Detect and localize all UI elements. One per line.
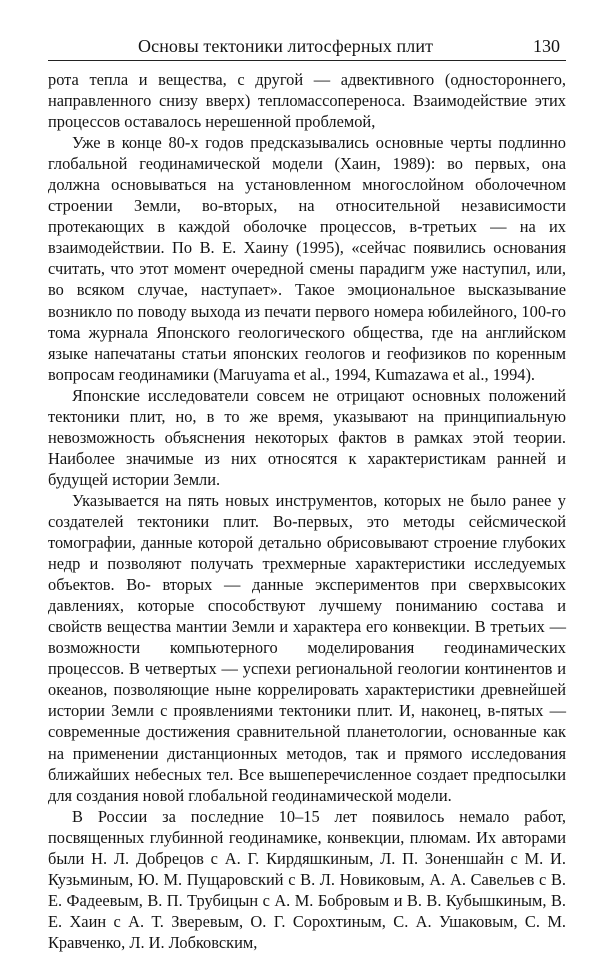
paragraph: В России за последние 10–15 лет появилось немало работ, посвященных глубинной геодинамике, конвекции, плюмам. Их авторами были Н. Л. Добрецов с А. Г. Кирдяшкиным, Л. П. Зоненшайн с М. И. Кузьминым, Ю. М. Пущаровский с В. Л. Новиковым, А. А. Савельев с В. Е. Фадеевым, В. П. Трубицын с А. М. Бобровым и В. В. Кубышкиным, В. Е. Хаин с А. Т. Зверевым, О. Г. Сорохтиным, С. А. Ушаковым, С. М. Кравченко, Л. И. Лобковским,	[48, 806, 566, 952]
paragraph-continued: рота тепла и вещества, с другой — адвективного (одностороннего, направленного снизу вверх) тепломассопереноса. Взаимодействие этих процессов оставалось нерешенной проблемой,	[48, 70, 566, 132]
running-title: Основы тектоники литосферных плит	[138, 36, 434, 56]
running-header	[48, 34, 566, 61]
paragraph: Японские исследователи совсем не отрицают основных положений тектоники плит, но, в то же время, указывают на принципиальную невозможность объяснения некоторых фактов в рамках этой теории. Наиболее значимые из них относятся к характеристикам ранней и будущей истории Земли.	[48, 385, 566, 489]
paragraph: Указывается на пять новых инструментов, которых не было ранее у создателей тектоники плит. Во-первых, это методы сейсмической томографии, данные которой детально обрисовывают строение глубоких недр и позволяют получать трехмерные характеристики исследуемых объектов. Во- вторых — данные экспериментов при сверхвысоких давлениях, которые способствуют лучшему пониманию состава и свойств вещества мантии Земли и характера его конвекции. В третьих — возможности компьютерного моделирования геодинамических процессов. В четвертых — успехи региональной геологии континентов и океанов, позволяющие ныне коррелировать характеристики древнейшей истории Земли с проявлениями тектоники плит. И, наконец, в-пятых — современные достижения сравнительной планетологии, основанные как на применении дистанционных методов, так и прямого исследования ближайших небесных тел. Все вышеперечисленное создает предпосылки для создания новой глобальной геодинамической модели.	[48, 490, 566, 805]
page-number: 130	[533, 36, 560, 56]
paragraph: Уже в конце 80-х годов предсказывались основные черты подлинно глобальной геодинамической модели (Хаин, 1989): во первых, она должна основываться на установленном многослойном оболочечном строении Земли, во-вторых, на относительной независимости протекающих в каждой оболочке процессов, в-третьих — на их взаимодействии. По В. Е. Хаину (1995), «сейчас появились основания считать, что этот момент очередной смены парадигм уже наступил, или, во всяком случае, наступает». Такое эмоциональное высказывание возникло по поводу выхода из печати первого номера юбилейного, 100-го тома журнала Японского геологического общества, где на английском языке напечатаны статьи японских геологов и геофизиков по коренным вопросам геодинамики (Maruyama et al., 1994, Kumazawa et al., 1994).	[48, 133, 566, 384]
page-body	[48, 69, 566, 953]
book-page	[48, 34, 566, 953]
